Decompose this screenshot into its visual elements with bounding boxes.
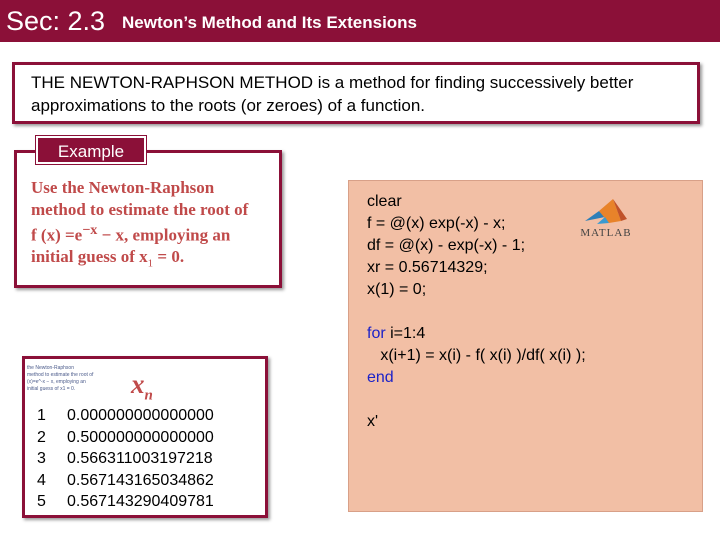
output-box [22,356,268,518]
thumbnail-line: the Newton-Raphson [27,365,74,371]
iteration-index: 5 [37,493,46,510]
problem-line-2: method to estimate the root of [31,199,249,219]
code-line [367,191,586,213]
code-text: xr = 0.56714329; [367,259,488,276]
code-keyword: end [367,369,394,386]
code-line [367,279,586,301]
iteration-row [37,448,214,470]
xn-var: x [131,369,145,399]
problem-line-1: Use the Newton-Raphson [31,178,215,197]
slide-title: Newton’s Method and Its Extensions [122,13,418,32]
code-text: clear [367,193,402,210]
section-number: Sec: 2.3 [6,6,106,36]
title-bar [0,0,720,42]
problem-thumbnail [27,365,95,393]
code-keyword: for [367,325,386,342]
problem-statement [31,177,275,275]
problem-box [14,150,282,288]
matlab-membrane-icon [575,197,637,227]
code-lines [367,191,586,433]
example-tab: Example [36,136,146,164]
matlab-code-box [348,180,703,512]
problem-line-3 [31,220,275,246]
code-line [367,301,586,323]
code-text: x(1) = 0; [367,281,427,298]
xn-subscript: n [144,387,153,404]
code-text: i=1:4 [385,325,426,342]
code-line [367,235,586,257]
definition-box [12,62,700,124]
matlab-wordmark: MATLAB [580,227,632,239]
function-exponent: −x [82,222,98,238]
iteration-index: 1 [37,407,46,424]
xn-header [131,369,153,404]
thumbnail-line: (x)=e^-x − x, employing an [27,379,86,385]
iteration-index: 4 [37,471,46,489]
iteration-index: 3 [37,450,46,467]
definition-line-2: approximations to the roots (or zeroes) of a function. [31,96,426,115]
function-def: f (x) =e [31,225,83,245]
code-line [367,257,586,279]
thumbnail-line: method to estimate the root of [27,372,94,378]
code-text: x' [367,413,379,430]
problem-line-4 [31,246,275,275]
iteration-value: 0.500000000000000 [67,428,214,446]
function-rest: − x, employing an [97,225,231,245]
code-line [367,323,586,345]
thumbnail-line: initial guess of x1 = 0. [27,386,76,392]
initial-guess-text: initial guess of x [31,247,148,267]
iteration-value: 0.567143165034862 [67,471,214,489]
code-line [367,367,586,389]
iteration-value: 0.566311003197218 [67,450,213,467]
initial-guess-value: = 0. [153,247,185,267]
code-line [367,411,586,433]
code-line [367,345,586,367]
iteration-row [37,470,214,492]
iteration-table [37,405,214,513]
definition-line-1: THE NEWTON-RAPHSON METHOD is a method for finding successively better [31,73,634,92]
iteration-index: 2 [37,428,46,446]
iteration-value: 0.000000000000000 [67,407,214,424]
matlab-logo [575,197,637,241]
code-text: df = @(x) - exp(-x) - 1; [367,237,526,254]
iteration-row [37,405,214,427]
iteration-row [37,491,214,513]
code-text: f = @(x) exp(-x) - x; [367,215,506,232]
code-text: x(i+1) = x(i) - f( x(i) )/df( x(i) ); [367,347,586,364]
initial-guess-subscript: 1 [147,257,154,270]
code-line [367,389,586,411]
iteration-row [37,427,214,449]
iteration-value: 0.567143290409781 [67,493,214,510]
code-line [367,213,586,235]
